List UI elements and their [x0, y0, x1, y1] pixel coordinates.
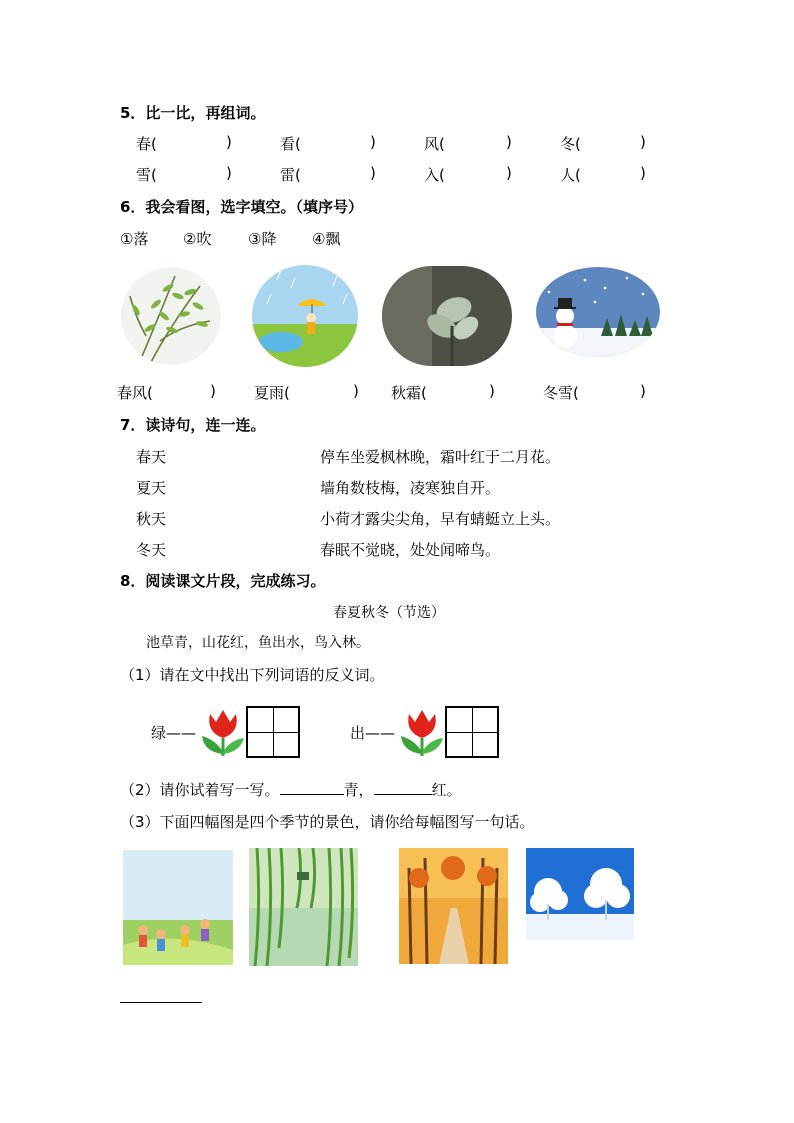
season-label: 夏天: [136, 479, 167, 497]
winter-snow-image: [535, 266, 661, 358]
q5-item: 雷(: [280, 166, 301, 184]
antonym-out-label: 出——: [350, 724, 396, 742]
summer-rain-image: [251, 264, 359, 368]
q6-close: ): [353, 382, 359, 400]
q6-blank: 冬雪(: [543, 384, 579, 402]
season-label: 春天: [136, 448, 167, 466]
q8-sub3: （3）下面四幅图是四个季节的景色，请你给每幅图写一句话。: [120, 813, 535, 831]
antonym-green-label: 绿——: [151, 724, 197, 742]
q6-option: ①落: [120, 230, 149, 248]
q5-close: ): [226, 133, 232, 151]
summer-scene-image: [249, 848, 358, 966]
q5-close: ): [506, 133, 512, 151]
q7-title: 7．读诗句，连一连。: [120, 416, 266, 434]
q6-close: ): [210, 382, 216, 400]
autumn-frost-image: [382, 266, 512, 366]
season-label: 秋天: [136, 510, 167, 528]
poem-line: 小荷才露尖尖角，早有蜻蜓立上头。: [320, 510, 561, 528]
q8-sub2: [120, 779, 462, 800]
poem-line: 春眠不觉晓，处处闻啼鸟。: [320, 541, 501, 559]
q5-title: 5．比一比，再组词。: [120, 104, 266, 122]
q8-sub2-mid: 青，: [343, 781, 374, 799]
poem-line: 墙角数枝梅，凌寒独自开。: [320, 479, 501, 497]
q5-close: ): [640, 133, 646, 151]
q5-item: 冬(: [560, 135, 581, 153]
q5-item: 入(: [424, 166, 445, 184]
blank-line[interactable]: [374, 780, 432, 795]
q5-item: 看(: [280, 135, 301, 153]
season-label: 冬天: [136, 541, 167, 559]
q6-blank: 夏雨(: [254, 384, 290, 402]
spring-scene-image: [123, 850, 233, 965]
tulip-icon: [200, 708, 246, 758]
q6-title: 6．我会看图，选字填空。（填序号）: [120, 198, 363, 216]
autumn-scene-image: [399, 848, 508, 964]
poem-line: 停车坐爱枫林晚，霜叶红于二月花。: [320, 448, 561, 466]
q8-sub2-prefix: （2）请你试着写一写。: [120, 781, 280, 799]
passage-title: 春夏秋冬（节选）: [333, 605, 445, 621]
q5-item: 风(: [424, 135, 445, 153]
q8-sub2-end: 红。: [431, 781, 462, 799]
q6-blank: 秋霜(: [391, 384, 427, 402]
q5-close: ): [506, 164, 512, 182]
q5-close: ): [370, 164, 376, 182]
spring-wind-image: [120, 266, 222, 366]
tulip-icon: [399, 708, 445, 758]
q6-close: ): [640, 382, 646, 400]
q6-option: ④飘: [312, 230, 341, 248]
q5-item: 雪(: [136, 166, 157, 184]
q6-option: ③降: [248, 230, 277, 248]
q8-title: 8．阅读课文片段，完成练习。: [120, 572, 326, 590]
q6-option: ②吹: [183, 230, 212, 248]
q5-close: ): [640, 164, 646, 182]
q5-close: ): [226, 164, 232, 182]
blank-line[interactable]: [280, 780, 344, 795]
passage-text: 池草青，山花红，鱼出水，鸟入林。: [146, 635, 370, 651]
winter-scene-image: [526, 848, 634, 940]
q5-item: 春(: [136, 135, 157, 153]
footnote-rule: [120, 1002, 202, 1003]
q6-blank: 春风(: [117, 384, 153, 402]
answer-grid[interactable]: [445, 706, 499, 758]
answer-grid[interactable]: [246, 706, 300, 758]
q8-sub1: （1）请在文中找出下列词语的反义词。: [120, 666, 385, 684]
q6-close: ): [489, 382, 495, 400]
q5-item: 人(: [560, 166, 581, 184]
q5-close: ): [370, 133, 376, 151]
